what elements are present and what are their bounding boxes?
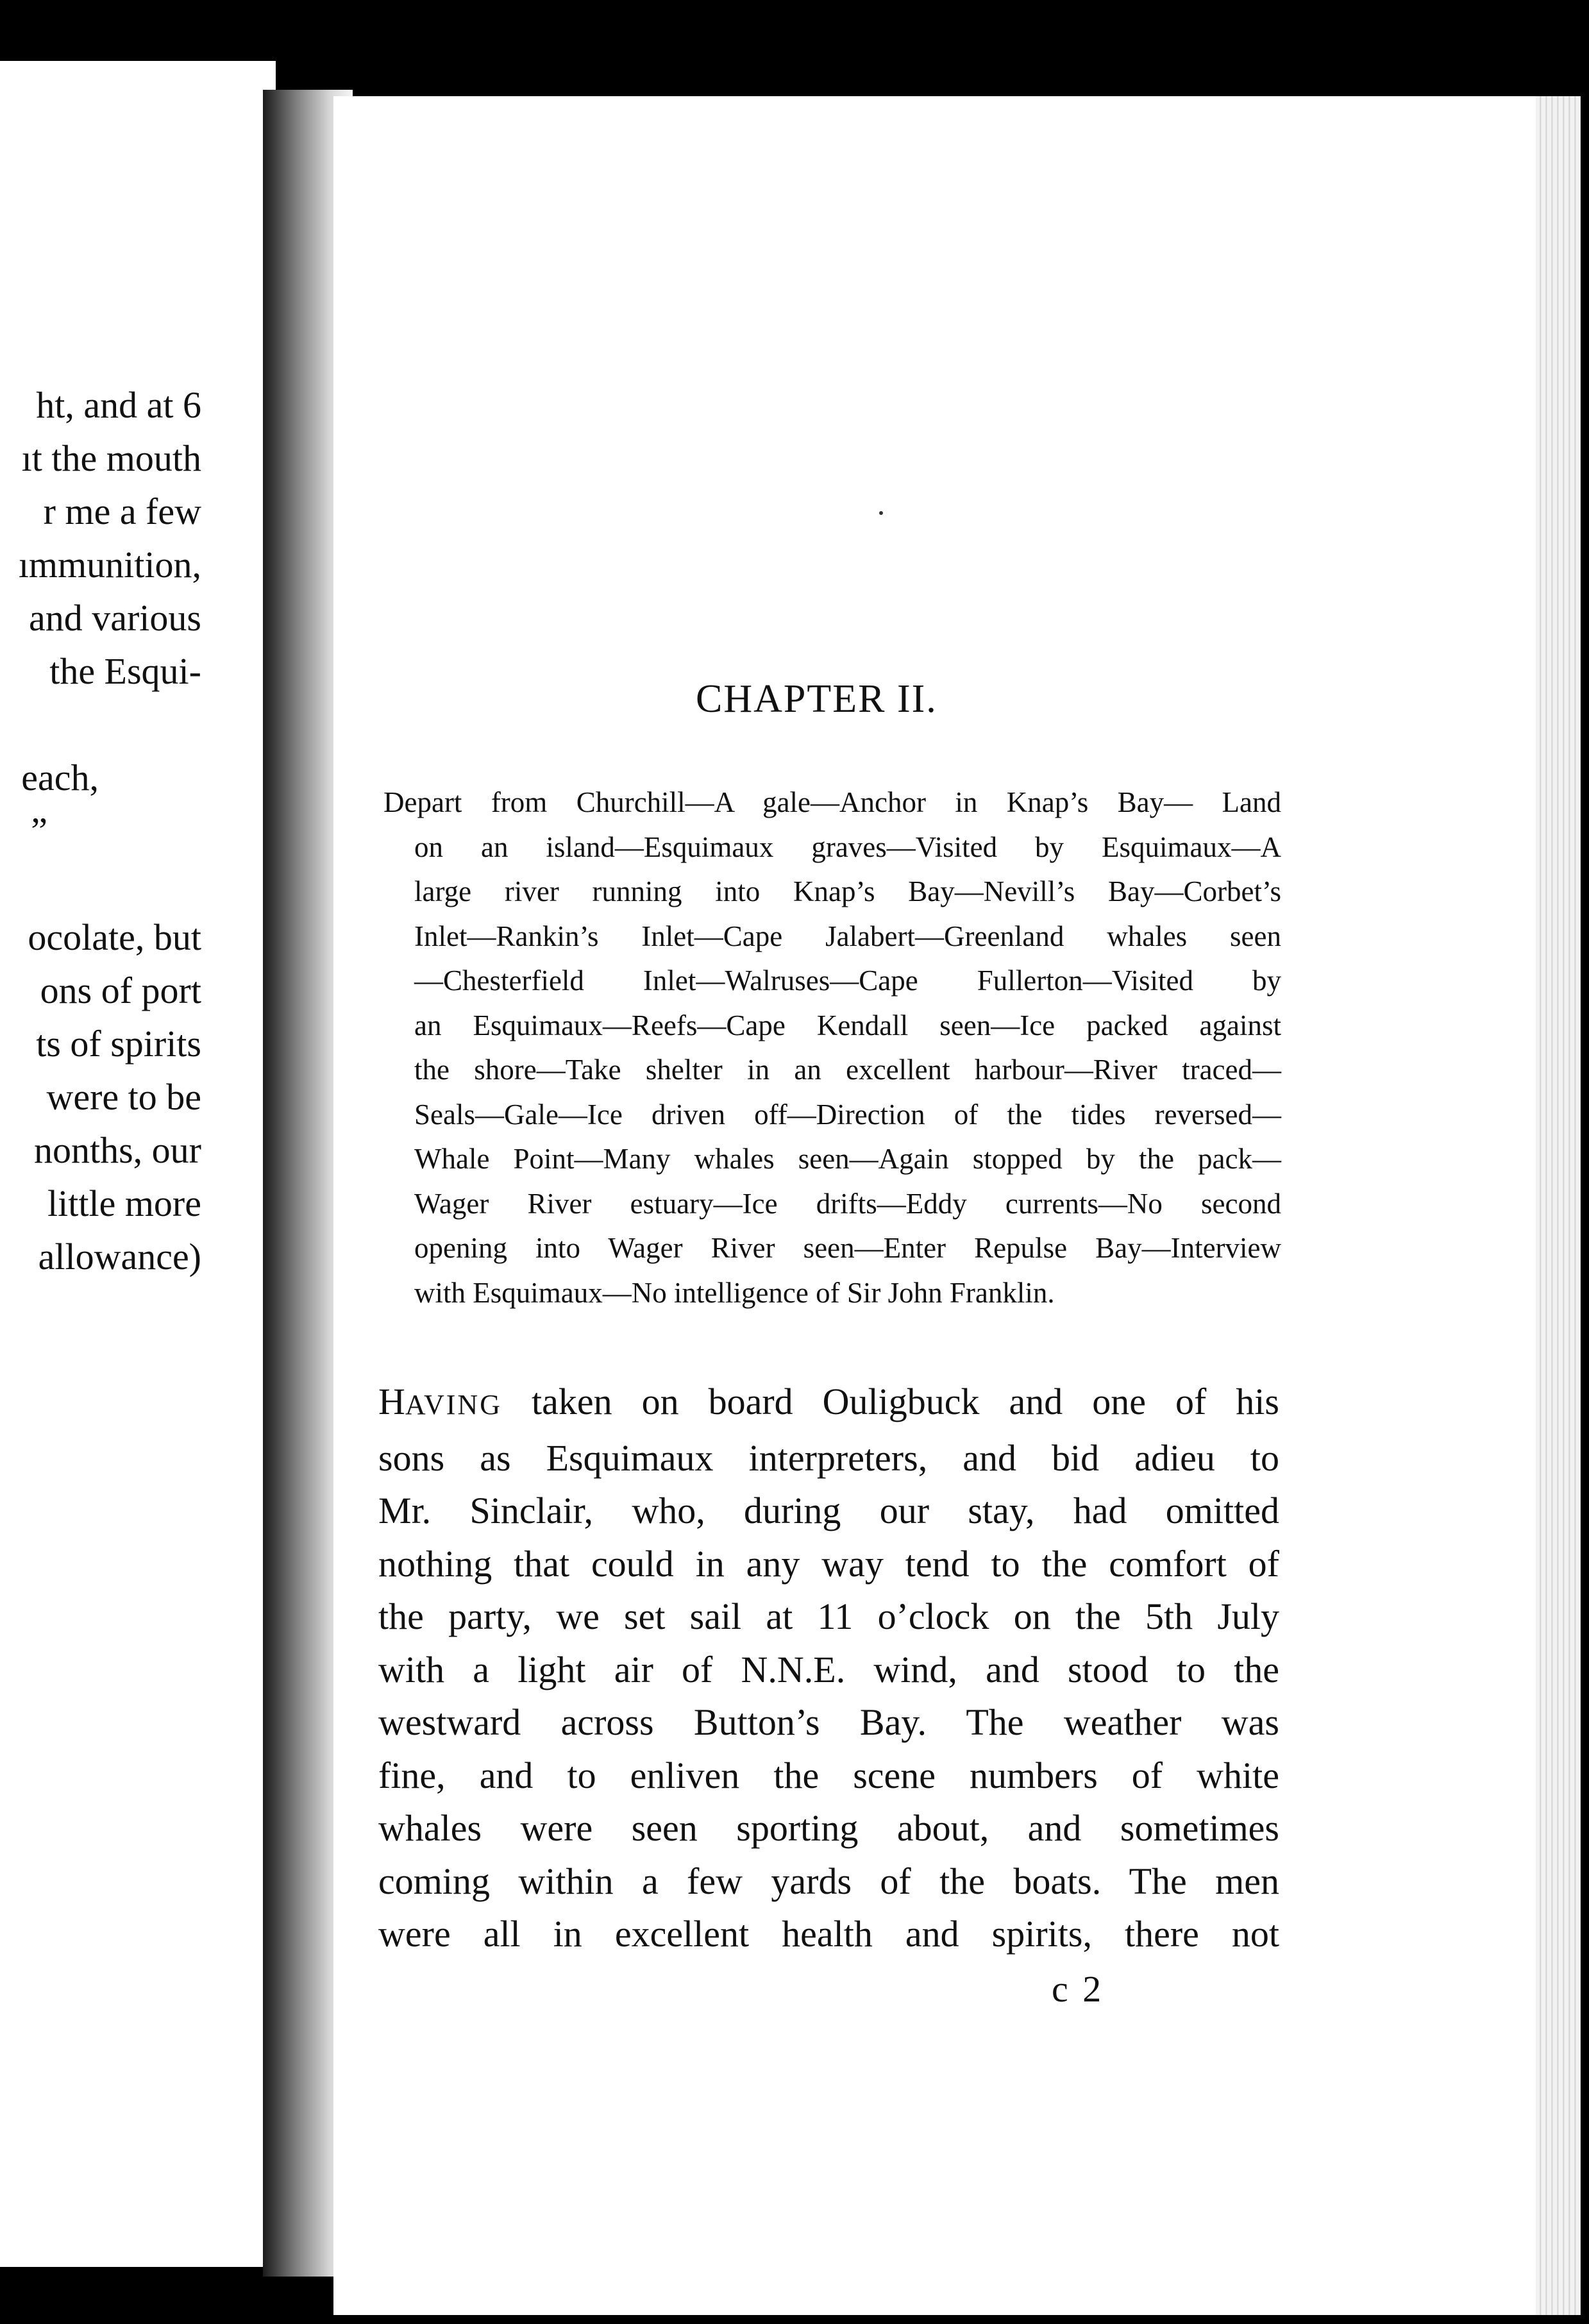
summary-line: Inlet—Rankin’s Inlet—Cape Jalabert—Greenland whales seen: [414, 920, 1281, 952]
summary-line: opening into Wager River seen—Enter Repulse Bay—Interview: [414, 1232, 1281, 1264]
body-line: were all in excellent health and spirits, there not: [378, 1913, 1279, 1955]
page-edges: [1536, 96, 1581, 2315]
previous-page-line: ts of spirits: [36, 1023, 201, 1065]
chapter-title: CHAPTER II.: [696, 677, 937, 721]
body-line: sons as Esquimaux interpreters, and bid adieu to: [378, 1436, 1279, 1479]
previous-page-line: ”: [31, 810, 47, 852]
ink-speck: [879, 511, 883, 515]
body-paragraph: [378, 1376, 1279, 1961]
previous-page-line: the Esqui-: [49, 650, 201, 692]
previous-page-line: ocolate, but: [28, 916, 201, 958]
body-line: nothing that could in any way tend to the comfort of: [378, 1542, 1279, 1585]
body-line: Mr. Sinclair, who, during our stay, had omitted: [378, 1490, 1279, 1531]
previous-page-line: were to be: [46, 1076, 201, 1118]
previous-page: [0, 61, 276, 2267]
body-line: whales were seen sporting about, and sometimes: [378, 1807, 1279, 1849]
first-line-text: taken on board Ouligbuck and one of his: [501, 1381, 1279, 1422]
previous-page-line: and various: [29, 597, 201, 639]
previous-page-line: nonths, our: [34, 1129, 201, 1171]
summary-line: on an island—Esquimaux graves—Visited by Esquimaux—A: [414, 830, 1281, 863]
previous-page-line: [19, 698, 201, 751]
summary-line: Wager River estuary—Ice drifts—Eddy currents—No second: [414, 1187, 1281, 1220]
previous-page-line: allowance): [38, 1236, 201, 1277]
summary-line: Whale Point—Many whales seen—Again stopped by the pack—: [414, 1143, 1281, 1175]
drop-initial: H: [378, 1381, 405, 1422]
signature-mark: c 2: [1052, 1968, 1104, 2010]
summary-line: large river running into Knap’s Bay—Nevill’s Bay—Corbet’s: [414, 875, 1281, 907]
previous-page-line: ıt the mouth: [21, 437, 201, 479]
previous-page-text: [19, 378, 201, 1283]
previous-page-line: ons of port: [40, 970, 201, 1011]
summary-line: an Esquimaux—Reefs—Cape Kendall seen—Ice packed against: [414, 1009, 1281, 1041]
body-line: with a light air of N.N.E. wind, and stood to the: [378, 1648, 1279, 1690]
body-line: coming within a few yards of the boats. The men: [378, 1860, 1279, 1902]
summary-line: with Esquimaux—No intelligence of Sir John Franklin.: [414, 1276, 1055, 1309]
body-line: fine, and to enliven the scene numbers of white: [378, 1754, 1279, 1796]
summary-line: —Chesterfield Inlet—Walruses—Cape Fullerton—Visited by: [414, 964, 1281, 997]
small-caps-word: AVING: [405, 1389, 502, 1420]
summary-line: Seals—Gale—Ice driven off—Direction of the tides reversed—: [414, 1098, 1281, 1131]
previous-page-line: r me a few: [43, 491, 201, 532]
body-line: the party, we set sail at 11 o’clock on the 5th July: [378, 1596, 1279, 1637]
previous-page-line: ımmunition,: [18, 544, 201, 585]
body-first-line: [378, 1376, 1279, 1432]
summary-line: Depart from Churchill—A gale—Anchor in Knap’s Bay— Land: [383, 786, 1281, 818]
chapter-summary: [383, 780, 1281, 1315]
summary-line: the shore—Take shelter in an excellent harbour—River traced—: [414, 1054, 1281, 1086]
previous-page-line: little more: [47, 1183, 201, 1224]
previous-page-line: ht, and at 6: [36, 384, 201, 426]
previous-page-line: each,: [21, 757, 99, 798]
previous-page-line: [19, 857, 201, 911]
body-line: westward across Button’s Bay. The weather was: [378, 1701, 1279, 1743]
